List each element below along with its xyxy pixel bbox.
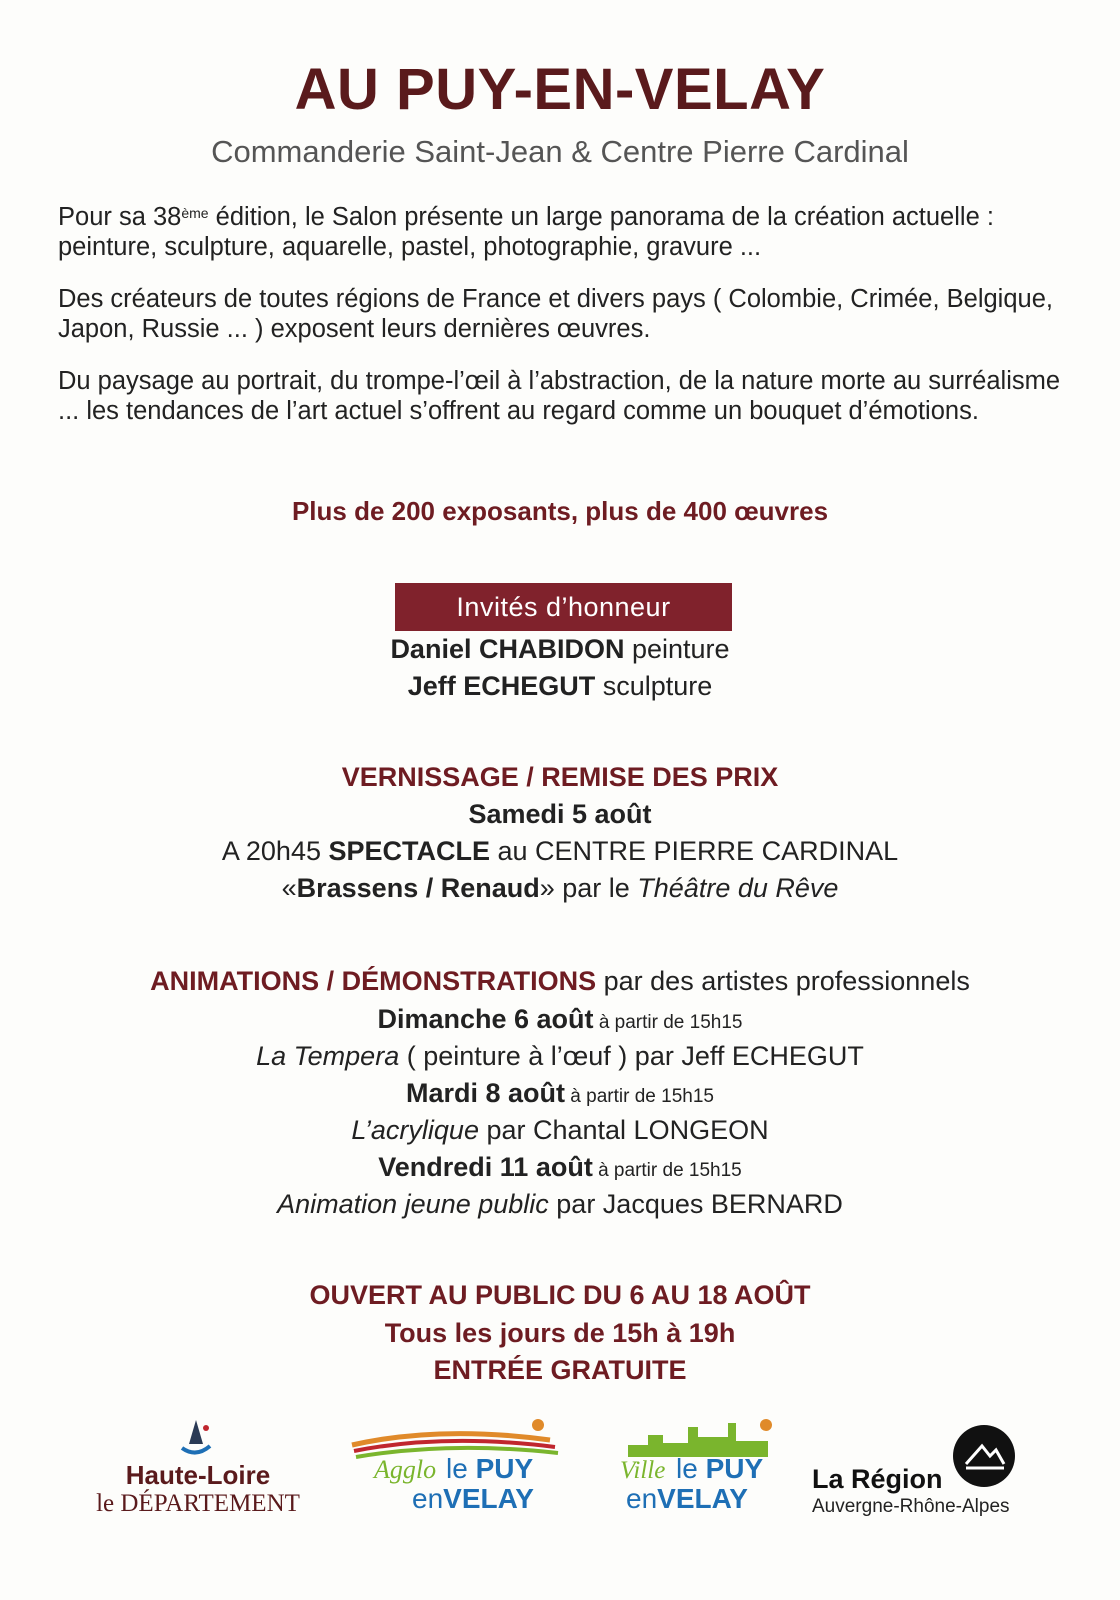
opening-hours: Tous les jours de 15h à 19h [384,1318,736,1348]
guest-2: Jeff ECHEGUT sculpture [407,671,713,701]
haute-loire-emblem-icon [176,1418,216,1460]
guest-1: Daniel CHABIDON peinture [390,634,730,664]
vernissage-performance: «Brassens / Renaud» par le Théâtre du Rêve [281,873,839,903]
animation-3-day: Vendredi 11 août à partir de 15h15 [378,1152,742,1182]
animation-1-desc: La Tempera ( peinture à l’œuf ) par Jeff ECHEGUT [256,1041,864,1071]
vernissage-date: Samedi 5 août [468,799,652,829]
intro-paragraph-1: Pour sa 38ème édition, le Salon présente un large panorama de la création actuelle : peinture, sculpture, aquarelle, pastel, photographie, gravure ... [58,203,994,261]
haute-loire-logo: Haute-Loire le DÉPARTEMENT [78,1418,318,1528]
region-logo: La Région Auvergne-Rhône-Alpes [812,1420,1052,1530]
exhibitors-highlight: Plus de 200 exposants, plus de 400 œuvres [291,496,829,526]
vernissage-heading: VERNISSAGE / REMISE DES PRIX [341,762,779,792]
animation-2-day: Mardi 8 août à partir de 15h15 [406,1078,714,1108]
intro-paragraph-2: Des créateurs de toutes régions de France et divers pays ( Colombie, Crimée, Belgique, Japon, Russie ... ) exposent leurs dernières œuvres. [58,285,1053,343]
agglo-logo: Agglo le PUY enVELAY [350,1415,565,1525]
page-title: AU PUY-EN-VELAY [294,57,826,122]
region-emblem-icon [952,1424,1016,1488]
opening-dates: OUVERT AU PUBLIC DU 6 AU 18 AOÛT [309,1280,811,1310]
vernissage-show: A 20h45 SPECTACLE au CENTRE PIERRE CARDINAL [221,836,899,866]
guests-badge: Invités d’honneur [395,583,732,631]
page-subtitle: Commanderie Saint-Jean & Centre Pierre Cardinal [211,134,909,169]
animations-heading: ANIMATIONS / DÉMONSTRATIONS par des artistes professionnels [150,966,970,996]
animation-1-day: Dimanche 6 août à partir de 15h15 [377,1004,743,1034]
animation-2-desc: L’acrylique par Chantal LONGEON [351,1115,769,1145]
ville-logo: Ville le PUY enVELAY [618,1415,788,1525]
intro-paragraph-3: Du paysage au portrait, du trompe-l’œil à l’abstraction, de la nature morte au surréalisme ... les tendances de l’art actuel s’offrent au regard comme un bouquet d’émotions. [58,367,1061,425]
animation-3-desc: Animation jeune public par Jacques BERNARD [277,1189,843,1219]
free-entry: ENTRÉE GRATUITE [433,1355,687,1385]
